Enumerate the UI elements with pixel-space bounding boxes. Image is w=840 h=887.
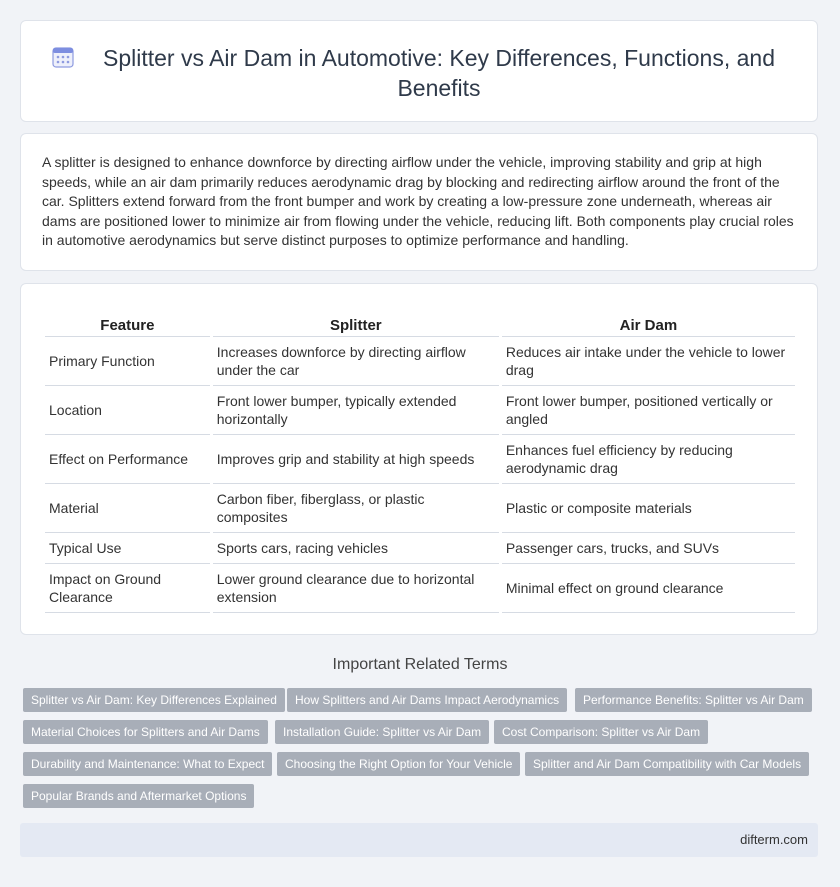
air-dam-cell: Reduces air intake under the vehicle to lower drag: [502, 337, 795, 386]
table-header-row: [45, 314, 795, 337]
related-tag[interactable]: Installation Guide: Splitter vs Air Dam: [275, 720, 489, 744]
air-dam-cell: Plastic or composite materials: [502, 484, 795, 533]
feature-cell: Material: [45, 484, 210, 533]
feature-cell: Location: [45, 386, 210, 435]
feature-cell: Primary Function: [45, 337, 210, 386]
related-tag[interactable]: Durability and Maintenance: What to Expect: [23, 752, 272, 776]
table-row: [45, 386, 795, 435]
related-tag[interactable]: Cost Comparison: Splitter vs Air Dam: [494, 720, 708, 744]
header-splitter: Splitter: [213, 314, 499, 337]
related-tag[interactable]: How Splitters and Air Dams Impact Aerodynamics: [287, 688, 567, 712]
header-feature: Feature: [45, 314, 210, 337]
splitter-cell: Sports cars, racing vehicles: [213, 533, 499, 564]
related-terms-title: Important Related Terms: [332, 656, 508, 673]
feature-cell: Typical Use: [45, 533, 210, 564]
splitter-cell: Carbon fiber, fiberglass, or plastic composites: [213, 484, 499, 533]
feature-cell: Impact on Ground Clearance: [45, 564, 210, 613]
related-tag[interactable]: Performance Benefits: Splitter vs Air Dam: [575, 688, 812, 712]
comparison-table: [42, 314, 798, 613]
header-air-dam: Air Dam: [502, 314, 795, 337]
related-tag[interactable]: Splitter vs Air Dam: Key Differences Explained: [23, 688, 285, 712]
site-link[interactable]: difterm.com: [740, 832, 808, 847]
splitter-cell: Front lower bumper, typically extended horizontally: [213, 386, 499, 435]
footer: [20, 823, 818, 857]
comparison-card: [20, 283, 818, 635]
related-tag[interactable]: Choosing the Right Option for Your Vehicle: [277, 752, 520, 776]
splitter-cell: Increases downforce by directing airflow under the car: [213, 337, 499, 386]
splitter-cell: Lower ground clearance due to horizontal extension: [213, 564, 499, 613]
page-title: Splitter vs Air Dam in Automotive: Key Differences, Functions, and Benefits: [103, 45, 775, 101]
table-row: [45, 564, 795, 613]
related-tag[interactable]: Material Choices for Splitters and Air Dams: [23, 720, 268, 744]
air-dam-cell: Minimal effect on ground clearance: [502, 564, 795, 613]
table-row: [45, 484, 795, 533]
table-row: [45, 337, 795, 386]
related-tag[interactable]: Popular Brands and Aftermarket Options: [23, 784, 254, 808]
splitter-cell: Improves grip and stability at high speeds: [213, 435, 499, 484]
feature-cell: Effect on Performance: [45, 435, 210, 484]
air-dam-cell: Enhances fuel efficiency by reducing aerodynamic drag: [502, 435, 795, 484]
air-dam-cell: Passenger cars, trucks, and SUVs: [502, 533, 795, 564]
related-tag[interactable]: Splitter and Air Dam Compatibility with Car Models: [525, 752, 809, 776]
air-dam-cell: Front lower bumper, positioned vertically or angled: [502, 386, 795, 435]
table-row: [45, 435, 795, 484]
title-card: [20, 20, 818, 122]
intro-card: [20, 133, 818, 271]
intro-paragraph: A splitter is designed to enhance downforce by directing airflow under the vehicle, improving stability and grip at high speeds, while an air dam primarily reduces aerodynamic drag by blocking and redirecting airflow around the front of the car. Splitters extend forward from the front bumper and work by creating a low-pressure zone underneath, whereas air dams are positioned lower to minimize air from flowing under the vehicle, reducing lift. Both components play crucial roles in automotive aerodynamics but serve distinct purposes to optimize performance and handling.: [42, 154, 794, 249]
table-row: [45, 533, 795, 564]
